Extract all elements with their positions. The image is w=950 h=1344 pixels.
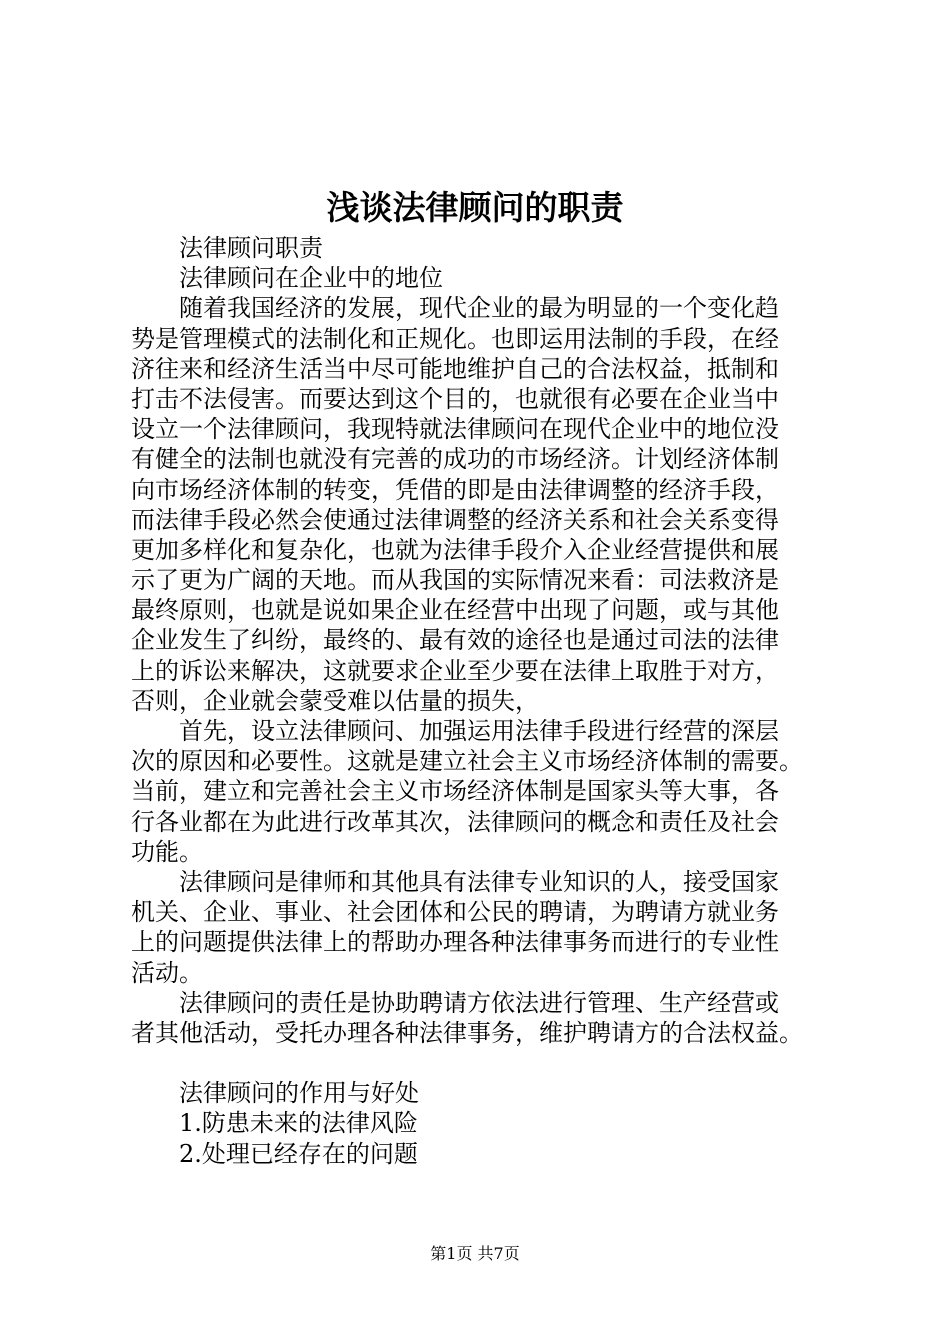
text-line: 否则，企业就会蒙受难以估量的损失，: [131, 686, 539, 715]
text-line: 1.防患未来的法律风险: [179, 1109, 418, 1138]
text-line: 法律顾问在企业中的地位: [179, 264, 443, 293]
text-line: 法律顾问是律师和其他具有法律专业知识的人，接受国家: [179, 867, 779, 896]
text-line: 行各业都在为此进行改革其次，法律顾问的概念和责任及社会: [131, 807, 779, 836]
blank-line: [131, 1048, 851, 1078]
document-body: [131, 233, 851, 1169]
text-line: 向市场经济体制的转变，凭借的即是由法律调整的经济手段，: [131, 475, 779, 504]
text-line: 有健全的法制也就没有完善的成功的市场经济。计划经济体制: [131, 445, 779, 474]
text-line: 当前，建立和完善社会主义市场经济体制是国家头等大事，各: [131, 777, 779, 806]
text-line: 济往来和经济生活当中尽可能地维护自己的合法权益，抵制和: [131, 354, 779, 383]
text-line: 设立一个法律顾问，我现特就法律顾问在现代企业中的地位没: [131, 415, 779, 444]
text-line: 最终原则，也就是说如果企业在经营中出现了问题，或与其他: [131, 596, 779, 625]
text-line: 活动。: [131, 958, 203, 987]
document-title: 浅谈法律顾问的职责: [326, 188, 624, 227]
text-line: 更加多样化和复杂化，也就为法律手段介入企业经营提供和展: [131, 535, 779, 564]
text-line: 2.处理已经存在的问题: [179, 1139, 418, 1168]
text-line: 法律顾问的作用与好处: [179, 1079, 419, 1108]
text-line: 示了更为广阔的天地。而从我国的实际情况来看：司法救济是: [131, 566, 779, 595]
page-footer: 第1页 共7页: [430, 1244, 520, 1263]
text-line: 机关、企业、事业、社会团体和公民的聘请，为聘请方就业务: [131, 898, 779, 927]
text-line: 次的原因和必要性。这就是建立社会主义市场经济体制的需要。: [131, 747, 803, 776]
text-line: 法律顾问的责任是协助聘请方依法进行管理、生产经营或: [179, 988, 779, 1017]
text-line: 势是管理模式的法制化和正规化。也即运用法制的手段，在经: [131, 324, 779, 353]
text-line: 企业发生了纠纷，最终的、最有效的途径也是通过司法的法律: [131, 626, 779, 655]
text-line: 者其他活动，受托办理各种法律事务，维护聘请方的合法权益。: [131, 1018, 803, 1047]
text-line: 打击不法侵害。而要达到这个目的，也就很有必要在企业当中: [131, 384, 779, 413]
text-line: 随着我国经济的发展，现代企业的最为明显的一个变化趋: [179, 294, 779, 323]
text-line: 上的诉讼来解决，这就要求企业至少要在法律上取胜于对方，: [131, 656, 779, 685]
text-line: 法律顾问职责: [179, 234, 323, 262]
text-line: 首先，设立法律顾问、加强运用法律手段进行经营的深层: [179, 717, 779, 745]
text-line: 功能。: [131, 837, 203, 866]
text-line: 上的问题提供法律上的帮助办理各种法律事务而进行的专业性: [131, 928, 779, 957]
text-line: 而法律手段必然会使通过法律调整的经济关系和社会关系变得: [131, 505, 779, 534]
